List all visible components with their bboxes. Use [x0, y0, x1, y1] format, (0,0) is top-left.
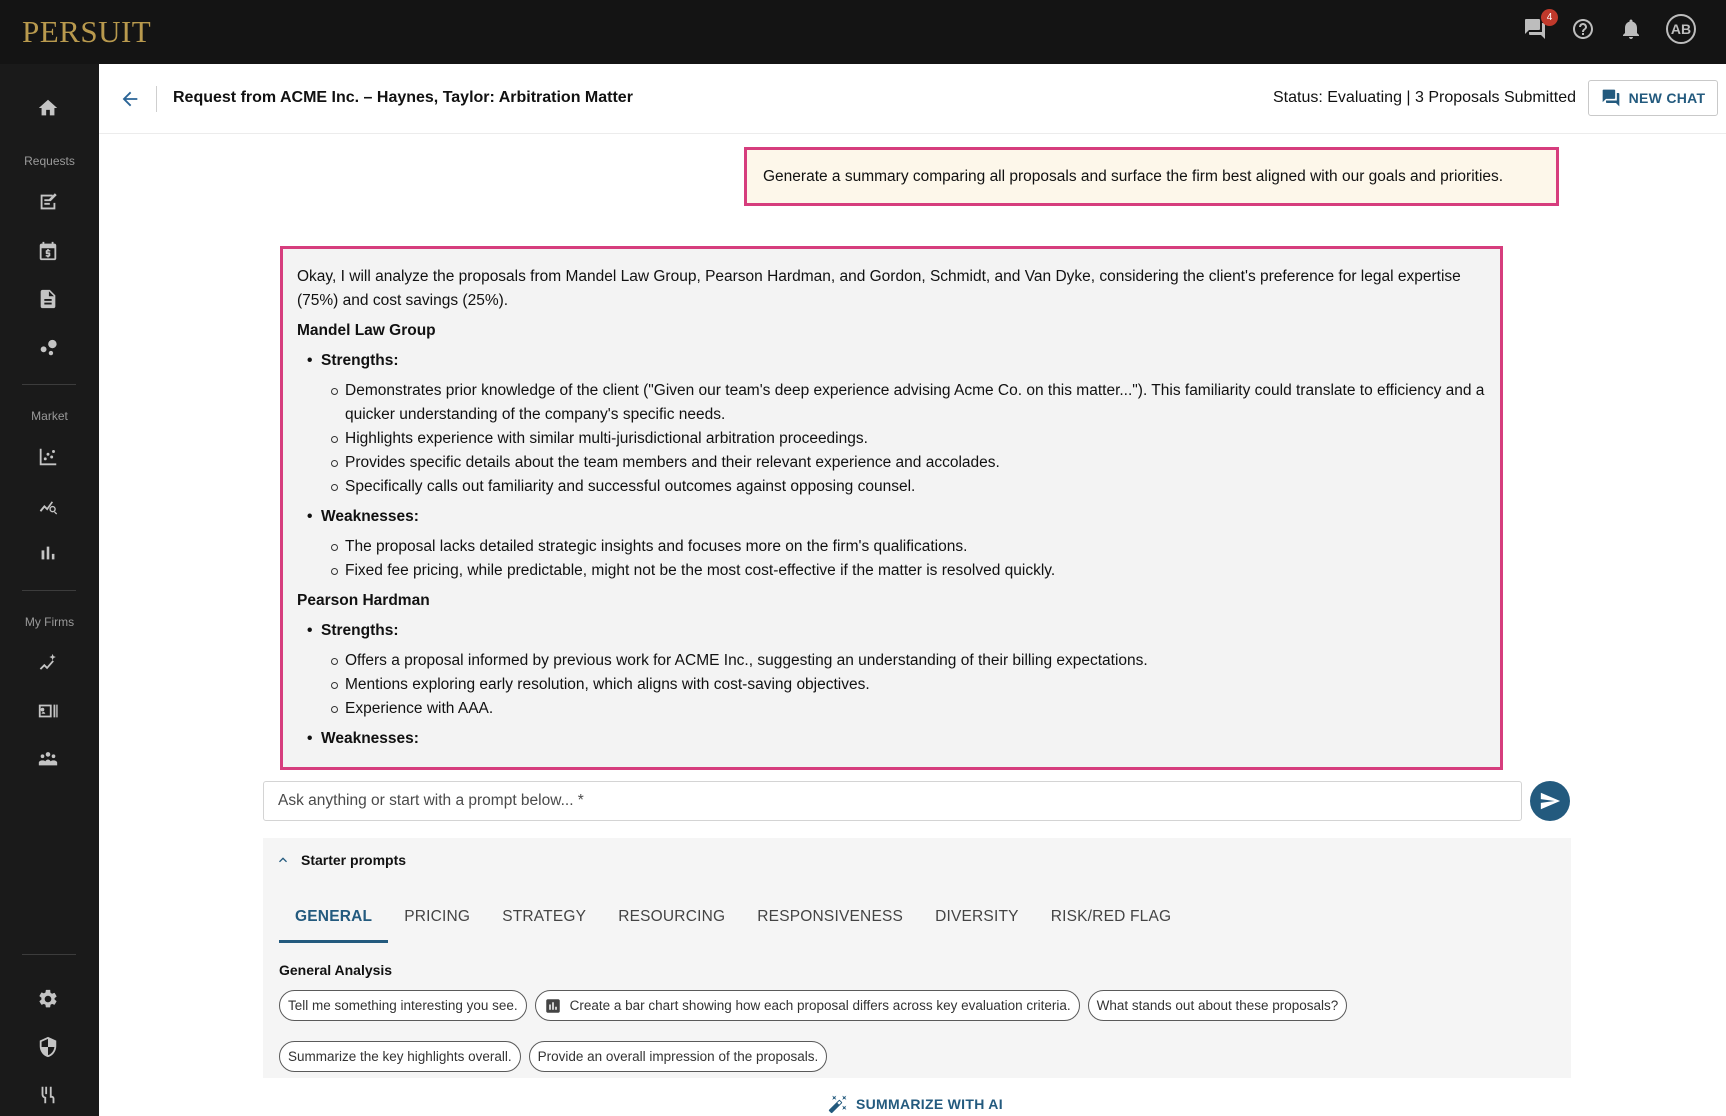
top-bar — [0, 0, 1726, 64]
gear-icon[interactable] — [34, 985, 62, 1013]
firm-analysis-list — [297, 349, 1486, 583]
top-actions — [1522, 14, 1696, 44]
strengths-list — [321, 649, 1486, 721]
ask-input[interactable] — [263, 781, 1522, 821]
sidebar-section-market: Market — [31, 409, 68, 423]
tab-strategy[interactable]: STRATEGY — [502, 908, 587, 925]
prompt-chip-label: Summarize the key highlights overall. — [288, 1049, 512, 1064]
prompt-chip-label: Create a bar chart showing how each proposal differs across key evaluation criteria. — [569, 998, 1071, 1013]
firm-analysis-list — [297, 619, 1486, 751]
starter-prompts-toggle[interactable] — [275, 852, 406, 868]
calendar-dollar-icon[interactable] — [34, 237, 62, 265]
firm-heading: Mandel Law Group — [297, 322, 436, 339]
sidebar-divider — [22, 954, 76, 955]
tab-general[interactable]: GENERAL — [279, 890, 388, 943]
starter-prompts-label: Starter prompts — [301, 852, 407, 868]
status-text: Status: Evaluating | 3 Proposals Submitted — [1273, 89, 1576, 106]
tab-risk-red-flag[interactable]: RISK/RED FLAG — [1050, 908, 1172, 925]
sidebar-divider — [22, 384, 76, 385]
weaknesses-heading: • Weaknesses: — [321, 508, 419, 525]
strengths-item — [307, 619, 1486, 721]
chart-search-icon[interactable] — [34, 491, 62, 519]
list-item: Provides specific details about the team members and their relevant experience and accolades. — [331, 451, 1486, 475]
messages-badge: 4 — [1541, 9, 1558, 26]
tab-resourcing[interactable]: RESOURCING — [618, 908, 726, 925]
send-icon — [1539, 790, 1561, 812]
prompt-chip-label: What stands out about these proposals? — [1096, 998, 1339, 1013]
ai-response-bubble — [280, 246, 1503, 770]
sidebar — [0, 64, 99, 1116]
summarize-label: SUMMARIZE WITH AI — [856, 1096, 1003, 1112]
prompt-tabs — [279, 890, 1187, 943]
document-icon[interactable] — [34, 285, 62, 313]
strengths-list — [321, 379, 1486, 499]
list-item: The proposal lacks detailed strategic insights and focuses more on the firm's qualifications. — [331, 535, 1486, 559]
persuit-logo[interactable]: PERSUIT — [22, 14, 152, 49]
prompt-chip[interactable] — [1088, 990, 1348, 1021]
chevron-up-icon — [275, 852, 291, 868]
tab-diversity[interactable]: DIVERSITY — [935, 908, 1019, 925]
tab-pricing[interactable]: PRICING — [404, 908, 471, 925]
new-chat-button[interactable] — [1588, 80, 1718, 116]
section-title: General Analysis — [279, 962, 393, 978]
firm-heading: Pearson Hardman — [297, 592, 430, 609]
card-list-icon[interactable] — [34, 697, 62, 725]
list-item: Demonstrates prior knowledge of the client ("Given our team's deep experience advising Acme Co. on this matter..."). This familiarity could translate to efficiency and a quicker understanding of the company's specific needs. — [331, 379, 1486, 427]
sparkle-chart-icon[interactable] — [34, 649, 62, 677]
ai-intro-text: Okay, I will analyze the proposals from Mandel Law Group, Pearson Hardman, and Gordon, Schmidt, and Van Dyke, considering the client's preference for legal expertise (75%) and cost savings (25%). — [297, 268, 1461, 309]
sidebar-section-my-firms: My Firms — [24, 615, 75, 629]
messages-icon[interactable] — [1522, 12, 1553, 42]
request-header — [99, 64, 1726, 134]
back-arrow-icon[interactable] — [117, 86, 143, 112]
prompt-chip-label: Provide an overall impression of the proposals. — [537, 1049, 819, 1064]
weaknesses-item — [307, 505, 1486, 583]
team-icon[interactable] — [34, 745, 62, 773]
prompt-chip-label: Tell me something interesting you see. — [288, 998, 518, 1013]
user-avatar[interactable]: AB — [1666, 14, 1696, 44]
prompt-chip[interactable] — [279, 1041, 521, 1072]
prompt-chips — [279, 990, 1559, 1072]
weaknesses-item — [307, 727, 1486, 751]
weaknesses-heading: • Weaknesses: — [321, 730, 419, 747]
strengths-item — [307, 349, 1486, 499]
request-edit-icon[interactable] — [34, 188, 62, 216]
notifications-bell-icon[interactable] — [1618, 16, 1644, 42]
list-item: Fixed fee pricing, while predictable, might not be the most cost-effective if the matter is resolved quickly. — [331, 559, 1486, 583]
summarize-with-ai-button[interactable] — [828, 1094, 1003, 1114]
help-icon[interactable] — [1570, 16, 1596, 42]
prompt-chip[interactable] — [535, 990, 1080, 1021]
list-item: Experience with AAA. — [331, 697, 1486, 721]
sidebar-section-requests: Requests — [24, 154, 75, 168]
starter-prompts-panel — [263, 838, 1571, 1078]
header-divider — [156, 86, 157, 112]
list-item: Mentions exploring early resolution, which aligns with cost-saving objectives. — [331, 673, 1486, 697]
chat-icon — [1601, 88, 1621, 108]
shield-icon[interactable] — [34, 1033, 62, 1061]
sidebar-divider — [22, 590, 76, 591]
strengths-heading: • Strengths: — [321, 352, 399, 369]
tab-responsiveness[interactable]: RESPONSIVENESS — [757, 908, 904, 925]
bubbles-icon[interactable] — [34, 333, 62, 361]
bar-chart-icon[interactable] — [34, 539, 62, 567]
user-message-bubble — [744, 147, 1559, 206]
page-title: Request from ACME Inc. – Haynes, Taylor: Arbitration Matter — [173, 89, 633, 106]
list-item: Specifically calls out familiarity and successful outcomes against opposing counsel. — [331, 475, 1486, 499]
bar-chart-icon — [544, 997, 562, 1015]
list-item: Highlights experience with similar multi-jurisdictional arbitration proceedings. — [331, 427, 1486, 451]
strengths-heading: • Strengths: — [321, 622, 399, 639]
magic-wand-icon — [828, 1094, 848, 1114]
home-icon[interactable] — [34, 94, 62, 122]
user-message-text: Generate a summary comparing all proposals and surface the firm best aligned with our goals and priorities. — [763, 167, 1504, 185]
prompt-chip[interactable] — [529, 1041, 828, 1072]
prompt-chip[interactable] — [279, 990, 527, 1021]
fork-icon[interactable] — [34, 1081, 62, 1109]
weaknesses-list — [321, 535, 1486, 583]
list-item: Offers a proposal informed by previous work for ACME Inc., suggesting an understanding of their billing expectations. — [331, 649, 1486, 673]
scatter-chart-icon[interactable] — [34, 443, 62, 471]
new-chat-label: NEW CHAT — [1628, 90, 1706, 106]
send-button[interactable] — [1530, 781, 1570, 821]
